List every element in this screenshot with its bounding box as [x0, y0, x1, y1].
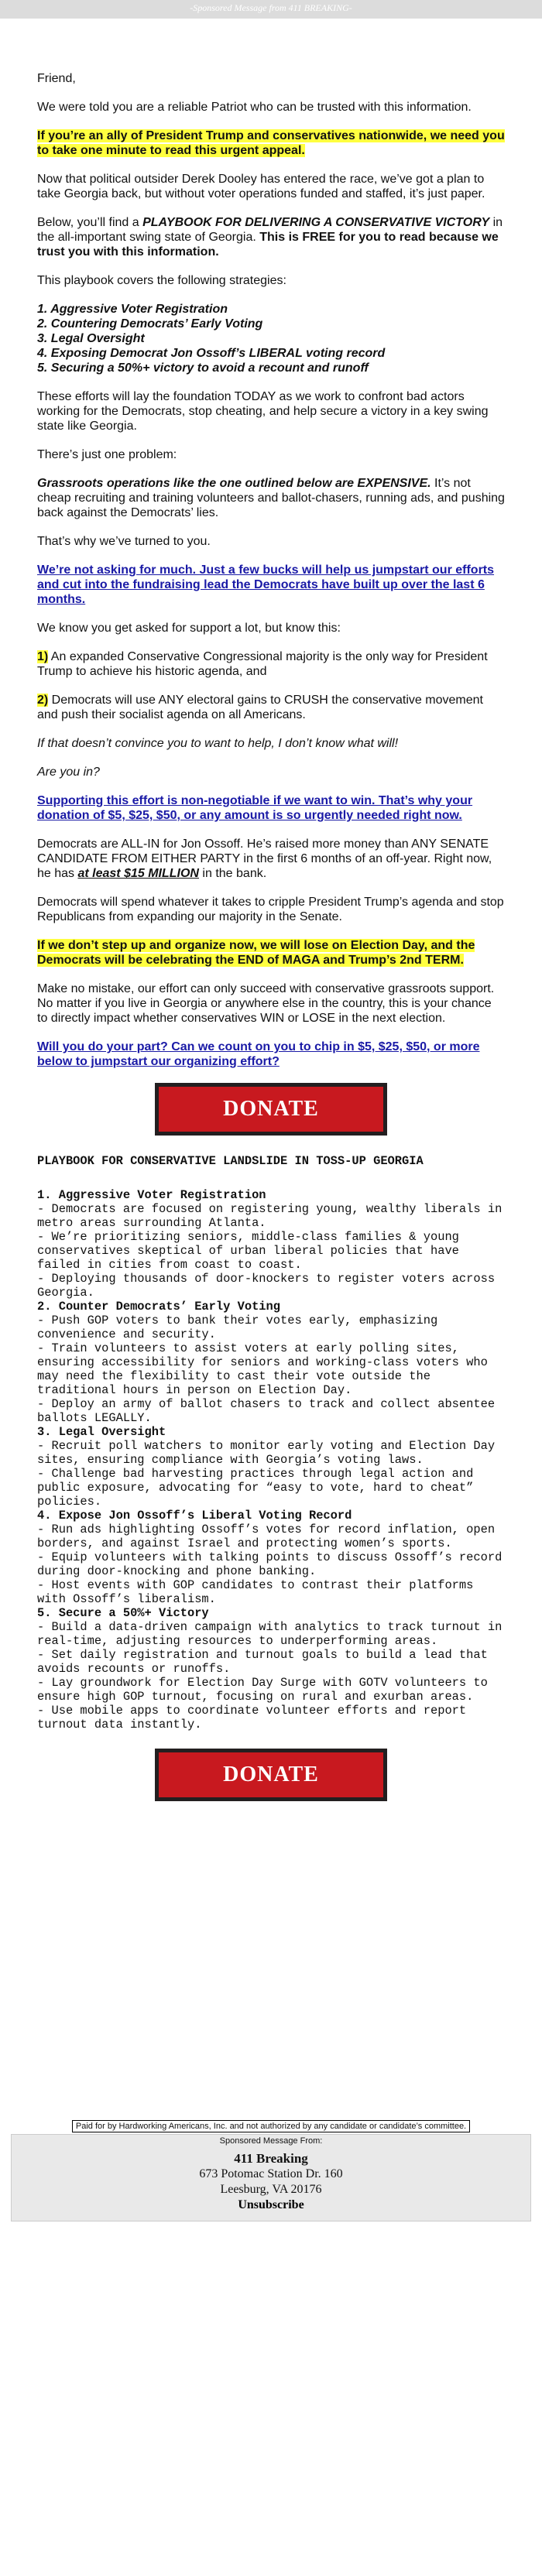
all-in-paragraph — [37, 837, 505, 881]
footer — [11, 2134, 531, 2221]
sponsored-banner: -Sponsored Message from 411 BREAKING- — [0, 0, 542, 19]
playbook-item: - Equip volunteers with talking points to discuss Ossoff’s record during door-knocking and phone banking. — [37, 1550, 503, 1578]
playbook-item: - Host events with GOP candidates to contrast their platforms with Ossoff’s liberalism. — [37, 1578, 474, 1606]
lose-highlight: If we don’t step up and organize now, we will lose on Election Day, and the Democrats will be celebrating the END of MAGA and Trump’s 2nd TERM. — [37, 939, 475, 967]
donate-button[interactable]: DONATE — [155, 1083, 387, 1136]
point-1 — [37, 649, 505, 679]
strategy-list — [37, 302, 505, 375]
point-1-number: 1) — [37, 650, 49, 663]
playbook-intro-prefix: Below, you’ll find a — [37, 216, 143, 229]
org-name: 411 Breaking — [234, 2151, 308, 2166]
playbook-item: - Challenge bad harvesting practices through legal action and public exposure, advocating for “easy to vote, hard to cheat” policies. — [37, 1467, 474, 1509]
not-asking-link-paragraph — [37, 563, 505, 607]
dooley-paragraph: Now that political outsider Derek Dooley has entered the race, we’ve got a plan to take Georgia back, but without voter operations funded and staffed, it’s just paper. — [37, 173, 485, 200]
strategy-item: 1. Aggressive Voter Registration — [37, 303, 228, 316]
playbook-item: - Set daily registration and turnout goals to build a lead that avoids recounts or runoffs. — [37, 1648, 488, 1676]
disclaimer-text: Paid for by Hardworking Americans, Inc. and not authorized by any candidate or candidate’s committee. — [72, 2120, 470, 2132]
playbook-item: - Train volunteers to assist voters at early polling sites, ensuring accessibility for seniors and working-class voters who may need the flexibility to cast their vote outside the traditional hours in person on Election Day. — [37, 1341, 488, 1397]
donate-button-bottom[interactable]: DONATE — [155, 1749, 387, 1801]
strategy-item: 5. Securing a 50%+ victory to avoid a recount and runoff — [37, 361, 369, 375]
efforts-paragraph: These efforts will lay the foundation TODAY as we work to confront bad actors working for the Democrats, stop cheating, and help secure a victory in a key swing state like Georgia. — [37, 390, 489, 433]
playbook-section-heading: 5. Secure a 50%+ Victory — [37, 1606, 209, 1620]
playbook-section-heading: 2. Counter Democrats’ Early Voting — [37, 1300, 281, 1314]
letter-body — [0, 19, 542, 1069]
grassroots-paragraph — [37, 476, 505, 520]
strategy-item: 3. Legal Oversight — [37, 332, 145, 345]
turned-line: That’s why we’ve turned to you. — [37, 535, 211, 548]
do-your-part-paragraph — [37, 1040, 505, 1069]
address-line-2: Leesburg, VA 20176 — [220, 2183, 322, 2196]
playbook-intro-title: PLAYBOOK FOR DELIVERING A CONSERVATIVE VICTORY — [142, 216, 490, 229]
covers-line: This playbook covers the following strategies: — [37, 274, 286, 287]
playbook-section-heading: 1. Aggressive Voter Registration — [37, 1188, 266, 1202]
sponsored-from: Sponsored Message From: — [219, 2136, 323, 2146]
playbook-item: - Deploying thousands of door-knockers to register voters across Georgia. — [37, 1272, 496, 1300]
point-2-number: 2) — [37, 694, 49, 707]
know-line: We know you get asked for support a lot, but know this: — [37, 622, 341, 635]
urgent-highlight: If you’re an ally of President Trump and conservatives nationwide, we need you to take one minute to read this urgent appeal. — [37, 129, 505, 157]
all-in-amount: at least $15 MILLION — [77, 867, 199, 880]
point-2 — [37, 693, 505, 722]
paid-for-disclaimer — [0, 2119, 542, 2132]
are-you-in-text: Are you in? — [37, 766, 100, 779]
playbook-item: - Push GOP voters to bank their votes early, emphasizing convenience and security. — [37, 1314, 438, 1341]
playbook-item: - We’re prioritizing seniors, middle-class families & young conservatives skeptical of urban liberal policies that have failed in cities from coast to coast. — [37, 1230, 459, 1272]
playbook-item: - Democrats are focused on registering young, wealthy liberals in metro areas surrounding Atlanta. — [37, 1202, 503, 1230]
are-you-in — [37, 765, 505, 779]
point-1-text: An expanded Conservative Congressional majority is the only way for President Trump to achieve his historic agenda, and — [37, 650, 488, 678]
address-line-1: 673 Potomac Station Dr. 160 — [199, 2167, 343, 2180]
intro-paragraph: We were told you are a reliable Patriot who can be trusted with this information. — [37, 101, 472, 114]
playbook-title: PLAYBOOK FOR CONSERVATIVE LANDSLIDE IN TOSS-UP GEORGIA — [37, 1154, 424, 1168]
playbook-item: - Deploy an army of ballot chasers to track and collect absentee ballots LEGALLY. — [37, 1397, 496, 1425]
grassroots-bold: Grassroots operations like the one outlined below are EXPENSIVE. — [37, 477, 431, 490]
playbook-item: - Build a data-driven campaign with analytics to track turnout in real-time, adjusting resources to underperforming areas. — [37, 1620, 503, 1648]
problem-line: There’s just one problem: — [37, 448, 177, 461]
strategy-item: 2. Countering Democrats’ Early Voting — [37, 317, 263, 331]
all-in-text-1: Democrats are ALL-IN for Jon Ossoff. He’s raised more money than ANY SENATE CANDIDATE FROM EITHER PARTY in the first 6 months of an off-year. Right now, he has — [37, 838, 492, 880]
supporting-link-paragraph — [37, 793, 505, 823]
playbook-intro-free: This is FREE for you to read because we trust you with this information. — [37, 231, 499, 259]
playbook-item: - Lay groundwork for Election Day Surge with GOTV volunteers to ensure high GOP turnout, focusing on rural and exurban areas. — [37, 1676, 488, 1704]
mistake-paragraph: Make no mistake, our effort can only succeed with conservative grassroots support. No matter if you live in Georgia or anywhere else in the country, this is your chance to directly impact whether conservatives WIN or LOSE in the next election. — [37, 982, 495, 1025]
playbook-section-heading: 4. Expose Jon Ossoff’s Liberal Voting Record — [37, 1509, 352, 1523]
lose-paragraph — [37, 938, 505, 968]
point-2-text: Democrats will use ANY electoral gains to CRUSH the conservative movement and push their socialist agenda on all Americans. — [37, 694, 483, 721]
playbook-section-heading: 3. Legal Oversight — [37, 1425, 166, 1439]
urgent-appeal — [37, 128, 505, 158]
all-in-text-2: in the bank. — [198, 867, 267, 880]
playbook-intro — [37, 215, 505, 259]
playbook — [0, 1154, 542, 1732]
spend-paragraph: Democrats will spend whatever it takes to cripple President Trump’s agenda and stop Republicans from expanding our majority in the Senate. — [37, 896, 504, 923]
playbook-item: - Recruit poll watchers to monitor early voting and Election Day sites, ensuring compliance with Georgia’s voting laws. — [37, 1439, 496, 1467]
greeting: Friend, — [37, 72, 76, 85]
playbook-intro-mid: in the all-important swing state of Georgia. — [37, 216, 503, 244]
strategy-item: 4. Exposing Democrat Jon Ossoff’s LIBERAL voting record — [37, 347, 386, 360]
playbook-item: - Use mobile apps to coordinate volunteer efforts and report turnout data instantly. — [37, 1704, 467, 1732]
grassroots-rest: It’s not cheap recruiting and training volunteers and ballot-chasers, running ads, and pushing back against the Democrats’ lies. — [37, 477, 505, 519]
not-asking-link[interactable]: We’re not asking for much. Just a few bucks will help us jumpstart our efforts and cut into the fundraising lead the Democrats have built up over the last 6 months. — [37, 564, 495, 606]
supporting-link[interactable]: Supporting this effort is non-negotiable if we want to win. That’s why your donation of $5, $25, $50, or any amount is so urgently needed right now. — [37, 794, 473, 822]
playbook-item: - Run ads highlighting Ossoff’s votes for record inflation, open borders, and against Israel and protecting women’s sports. — [37, 1523, 496, 1550]
convince-text: If that doesn’t convince you to want to help, I don’t know what will! — [37, 737, 399, 750]
convince-line — [37, 736, 505, 751]
do-your-part-link[interactable]: Will you do your part? Can we count on you to chip in $5, $25, $50, or more below to jumpstart our organizing effort? — [37, 1040, 480, 1068]
unsubscribe-link[interactable]: Unsubscribe — [238, 2198, 304, 2211]
